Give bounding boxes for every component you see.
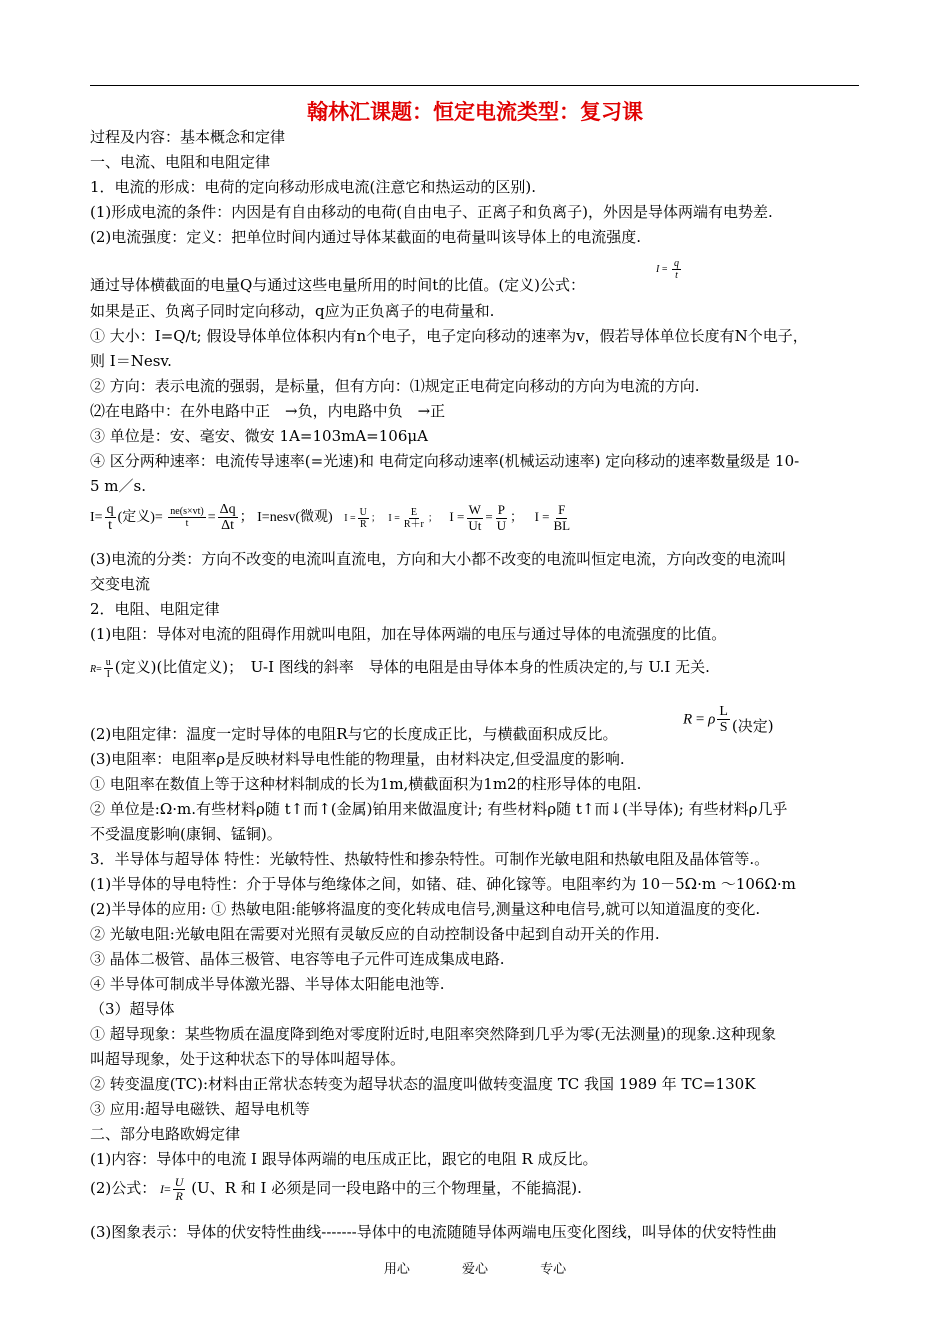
formula-lhs: I [160, 1182, 164, 1197]
fraction-den: t [675, 270, 678, 281]
separator: ； [510, 509, 524, 525]
fraction-den: Δt [221, 518, 235, 534]
fraction [168, 506, 205, 529]
formula-eq: = [661, 263, 668, 275]
text-line: ③ 应用:超导电磁铁、超导电机等 [90, 1100, 310, 1118]
fraction [104, 657, 113, 680]
definition-label: (定义)= [117, 510, 163, 526]
text-line: (2)电阻定律：温度一定时导体的电阻R与它的长度成正比，与横截面积成反比。 [90, 725, 618, 743]
fraction [105, 502, 116, 534]
footer-text: 专心 [540, 1262, 567, 1277]
fraction [495, 503, 508, 533]
formula-lhs: I = [344, 513, 356, 525]
fraction-den: R＋r [403, 519, 424, 531]
text-line: 不受温度影响(康铜、锰铜)。 [90, 825, 282, 843]
resistance-definition-text: (定义)(比值定义)； U-I 图线的斜率 导体的电阻是由导体本身的性质决定的,与 U.I 无关. [114, 658, 710, 676]
micro-label: ； I=nesv(微观) [239, 510, 333, 526]
text-line: ③ 晶体二极管、晶体三极管、电容等电子元件可连成集成电路. [90, 950, 505, 968]
rho-symbol: ρ [708, 711, 716, 728]
fraction [358, 507, 369, 530]
footer-text: 用心 [383, 1262, 410, 1277]
text-line: (1)形成电流的条件：内因是有自由移动的电荷(自由电子、正离子和负离子)，外因是导体两端有电势差. [90, 203, 773, 221]
fraction-den: Ut [468, 517, 482, 533]
formula-eq: = [695, 711, 705, 728]
text-line: 叫超导现象，处于这种状态下的导体叫超导体。 [90, 1050, 406, 1068]
fraction [218, 502, 238, 534]
formula-eq: = [207, 510, 216, 526]
fraction-den: t [185, 518, 189, 530]
text-line: ④ 区分两种速率：电流传导速率(=光速)和 电荷定向移动速率(机械运动速率) 定向移动的速率数量级是 10- [90, 452, 800, 470]
formula-lhs: I= [90, 510, 103, 526]
fraction [672, 258, 681, 281]
formula-eq: = [164, 1182, 171, 1197]
text-line: 如果是正、负离子同时定向移动，q应为正负离子的电荷量和. [90, 302, 495, 320]
text-line: (2)半导体的应用: ① 热敏电阻:能够将温度的变化转成电信号,测量这种电信号,就可以知道温度的变化. [90, 900, 761, 918]
separator: ； [370, 513, 381, 525]
fraction-num: u [105, 657, 111, 669]
text-line: (3)电阻率：电阻率ρ是反映材料导电性能的物理量，由材料决定,但受温度的影响. [90, 750, 625, 768]
formula-lhs: I = [388, 513, 400, 525]
page-footer [0, 1258, 950, 1277]
text-line: （3）超导体 [90, 1000, 175, 1018]
text-line: ② 方向：表示电流的强弱，是标量，但有方向：⑴规定正电荷定向移动的方向为电流的方向. [90, 377, 700, 395]
text-line: (3)电流的分类：方向不改变的电流叫直流电，方向和大小都不改变的电流叫恒定电流，方向改变的电流叫 [90, 550, 787, 568]
fraction-num: q [106, 502, 114, 517]
fraction-num: L [719, 704, 728, 719]
separator: ； [427, 513, 438, 525]
fraction-num: P [497, 502, 505, 518]
text-line: 1．电流的形成：电荷的定向移动形成电流(注意它和热运动的区别). [90, 178, 537, 196]
text-line: 交变电流 [90, 575, 151, 593]
current-formulas-row [90, 502, 574, 534]
fraction-den: R [359, 519, 367, 531]
text-line: 通过导体横截面的电量Q与通过这些电量所用的时间t的比值。(定义)公式： [90, 276, 586, 294]
text-line: 2．电阻、电阻定律 [90, 600, 220, 618]
formula-lhs: I = [534, 509, 550, 525]
text-line: ② 单位是:Ω·m.有些材料ρ随 t↑而↑(金属)铂用来做温度计; 有些材料ρ随 t↑而↓(半导体); 有些材料ρ几乎 [90, 800, 788, 818]
formula-eq: = [485, 509, 493, 525]
text-line: ③ 单位是：安、毫安、微安 1A=103mA=106μA [90, 427, 428, 445]
fraction-den: R [175, 1189, 183, 1204]
formula-lhs: R [90, 664, 97, 675]
text-line: ④ 半导体可制成半导体激光器、半导体太阳能电池等. [90, 975, 445, 993]
resistance-law-formula [683, 704, 774, 736]
fraction [173, 1176, 186, 1203]
formula-prefix: (2)公式： [90, 1179, 157, 1198]
text-line: (1)内容：导体中的电流 I 跟导体两端的电压成正比，跟它的电阻 R 成反比。 [90, 1150, 598, 1168]
formula-eq: = [96, 664, 102, 675]
ohm-law-note: (U、R 和 I 必须是同一段电路中的三个物理量，不能搞混). [191, 1179, 582, 1198]
text-line: ① 大小：I=Q/t; 假设导体单位体积内有n个电子，电子定向移动的速率为v，假若导体单位长度有N个电子， [90, 327, 808, 345]
fraction-den: BL [553, 517, 571, 533]
fraction-num: W [468, 502, 481, 518]
text-line: ① 超导现象：某些物质在温度降到绝对零度附近时,电阻率突然降到几乎为零(无法测量)的现象.这种现象 [90, 1025, 777, 1043]
text-line: 一、电流、电阻和电阻定律 [90, 153, 271, 171]
footer-text: 爱心 [461, 1262, 488, 1277]
fraction [402, 507, 426, 530]
text-line: 过程及内容：基本概念和定律 [90, 128, 286, 146]
text-line: ⑵在电路中：在外电路中正 →负，内电路中负 →正 [90, 402, 446, 420]
fraction-num: F [558, 502, 566, 518]
fraction-den: U [496, 517, 507, 533]
page-title: 翰林汇课题：恒定电流类型：复习课 [307, 99, 643, 124]
formula-lhs: I = [449, 509, 465, 525]
current-definition-formula [656, 258, 683, 281]
fraction-num: E [410, 507, 417, 519]
fraction-num: q [673, 258, 679, 269]
fraction-den: t [108, 518, 112, 534]
text-line: 则 I＝Nesv. [90, 352, 172, 370]
fraction-den: S [719, 720, 728, 736]
force-formula [534, 502, 575, 533]
formula-lhs: R [683, 711, 693, 728]
fraction-den: I [106, 669, 110, 681]
text-line: (1)电阻：导体对电流的阻碍作用就叫电阻，加在导体两端的电压与通过导体的电流强度的比值。 [90, 625, 727, 643]
text-line: (1)半导体的导电特性：介于导体与绝缘体之间，如锗、硅、砷化镓等。电阻率约为 10－5Ω·m ～106Ω·m [90, 875, 796, 893]
fraction [717, 704, 730, 736]
text-line: 5 m／s. [90, 477, 147, 495]
power-formula [449, 502, 524, 533]
decision-label: (决定) [731, 717, 774, 736]
resistance-definition [90, 656, 710, 680]
closed-circuit-formula [388, 507, 438, 531]
text-line: 3．半导体与超导体 特性：光敏特性、热敏特性和掺杂特性。可制作光敏电阻和热敏电阻及晶体管等.。 [90, 850, 770, 868]
ohm-formula [344, 507, 381, 531]
text-line: 二、部分电路欧姆定律 [90, 1125, 241, 1143]
formula-lhs: I [656, 263, 660, 275]
header-rule [90, 85, 859, 86]
fraction [551, 503, 572, 533]
text-line: ② 转变温度(TC):材料由正常状态转变为超导状态的温度叫做转变温度 TC 我国 1989 年 TC=130K [90, 1075, 756, 1093]
fraction-num: Δq [219, 502, 236, 517]
text-line: ② 光敏电阻:光敏电阻在需要对光照有灵敏反应的自动控制设备中起到自动开关的作用. [90, 925, 660, 943]
fraction [466, 503, 483, 533]
ohm-law-formula [90, 1176, 582, 1203]
fraction-num: ne(s×vt) [170, 506, 204, 518]
fraction-num: U [174, 1175, 184, 1189]
text-line: ① 电阻率在数值上等于这种材料制成的长为1m,横截面积为1m2的柱形导体的电阻. [90, 775, 642, 793]
text-line: (2)电流强度：定义：把单位时间内通过导体某截面的电荷量叫该导体上的电流强度. [90, 228, 642, 246]
text-line: (3)图象表示：导体的伏安特性曲线-------导体中的电流随随导体两端电压变化图线，叫导体的伏安特性曲 [90, 1223, 777, 1241]
fraction-num: U [359, 507, 367, 519]
